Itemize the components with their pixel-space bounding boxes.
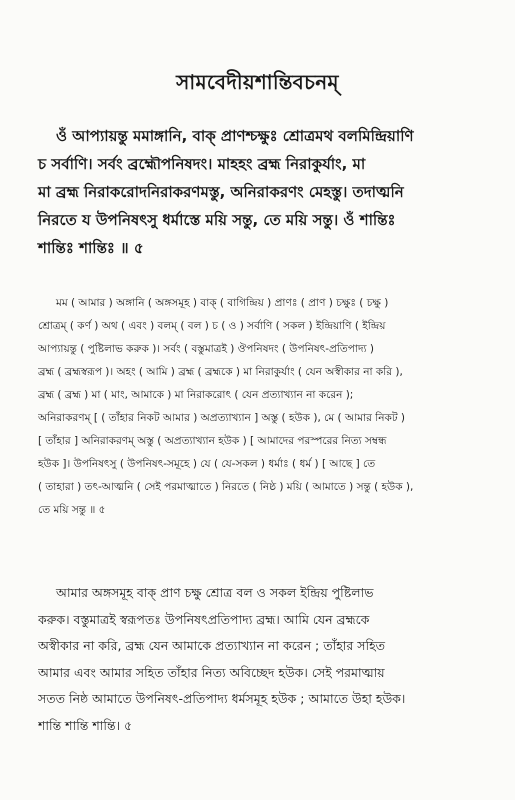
gloss-line: [ তাঁহার ] অনিরাকরণম্ অস্তু ( অপ্রত্যাখ্যান হউক ) [ আমাদের পরস্পরের নিত্য সম্বন্ধ xyxy=(38,435,387,447)
gloss-line: ব্রহ্ম ( ব্রহ্মস্বরূপ )। অহং ( আমি ) ব্রহ্ম ( ব্রহ্মকে ) মা নিরাকুর্যাং ( যেন অস্বীকার না করি ), xyxy=(38,366,403,378)
translation-line: আমার এবং আমার সহিত তাঁহার নিত্য অবিচ্ছেদ হউক। সেই পরমাত্মায় xyxy=(38,664,385,680)
gloss-line: ব্রহ্ম ( ব্রহ্ম ) মা ( মাং, আমাকে ) মা নিরাকরোৎ ( যেন প্রত্যাখ্যান না করেন ); xyxy=(38,389,354,401)
gloss-line: হউক ]। উপনিষৎসু ( উপনিষৎ-সমূহে ) যে ( যে-সকল ) ধর্মাঃ ( ধর্ম ) [ আছে ] তে xyxy=(38,458,376,470)
gloss-line: আপ্যায়ন্তু ( পুষ্টিলাভ করুক )। সর্বং ( বস্তুমাত্রই ) ঔপনিষদং ( উপনিষৎ-প্রতিপাদ্য ) xyxy=(38,343,374,355)
verse-line: শান্তিঃ শান্তিঃ ॥ ৫ xyxy=(38,239,144,257)
translation-line: অস্বীকার না করি, ব্রহ্ম যেন আমাকে প্রত্যাখ্যান না করেন ; তাঁহার সহিত xyxy=(38,638,386,653)
gloss-line: ( তাহারা ) তৎ-আত্মনি ( সেই পরমাত্মাতে ) নিরতে ( নিষ্ঠ ) ময়ি ( আমাতে ) সন্তু ( হউক ), xyxy=(38,481,414,493)
gloss-line: অনিরাকরণম্ [ ( তাঁহার নিকট আমার ) অপ্রত্যাখ্যান ] অস্তু ( হউক ), মে ( আমার নিকট ) xyxy=(38,412,405,424)
verse-line: চ সর্বাণি। সর্বং ব্রহ্মৌপনিষদং। মাহহং ব্রহ্ম নিরাকুর্যাং, মা xyxy=(38,155,366,173)
verse-line: ওঁ আপ্যায়ন্তু মমাঙ্গানি, বাক্ প্রাণশ্চক্ষুঃ শ্রোত্রমথ বলমিন্দ্রিয়াণি xyxy=(56,127,414,145)
gloss-line: তে ময়ি সন্তু ॥ ৫ xyxy=(38,504,106,516)
sanskrit-verse xyxy=(38,122,493,262)
page-title: সামবেদীয়শান্তিবচনম্ xyxy=(176,70,339,94)
translation-line: সতত নিষ্ঠ আমাতে উপনিষৎ-প্রতিপাদ্য ধর্মসমূহ হউক ; আমাতে উহা হউক। xyxy=(38,691,406,706)
translation-line: শান্তি শান্তি শান্তি। ৫ xyxy=(38,717,133,733)
gloss-line: শ্রোত্রম্ ( কর্ণ ) অথ ( এবং ) বলম্ ( বল ) চ ( ও ) সর্বাণি ( সকল ) ইন্দ্রিয়াণি ( ইন্দ্রিয় xyxy=(38,320,386,332)
verse-line: নিরতে য উপনিষৎসু ধর্মাস্তে ময়ি সন্তু, তে ময়ি সন্তু। ওঁ শান্তিঃ xyxy=(38,211,396,229)
translation-line: করুক। বস্তুমাত্রই স্বরূপতঃ উপনিষৎপ্রতিপাদ্য ব্রহ্ম। আমি যেন ব্রহ্মকে xyxy=(38,611,370,627)
word-by-word-gloss xyxy=(38,292,503,522)
verse-line: মা ব্রহ্ম নিরাকরোদনিরাকরণমস্তু, অনিরাকরণং মেহস্তু। তদাত্মনি xyxy=(38,183,404,201)
translation-line: আমার অঙ্গসমূহ বাক্ প্রাণ চক্ষু শ্রোত্র বল ও সকল ইন্দ্রিয় পুষ্টিলাভ xyxy=(56,585,374,600)
bengali-translation xyxy=(38,580,503,739)
gloss-line: মম ( আমার ) অঙ্গানি ( অঙ্গসমূহ ) বাক্ ( বাগিন্দ্রিয় ) প্রাণঃ ( প্রাণ ) চক্ষুঃ ( চক্ষু ) xyxy=(56,297,389,309)
